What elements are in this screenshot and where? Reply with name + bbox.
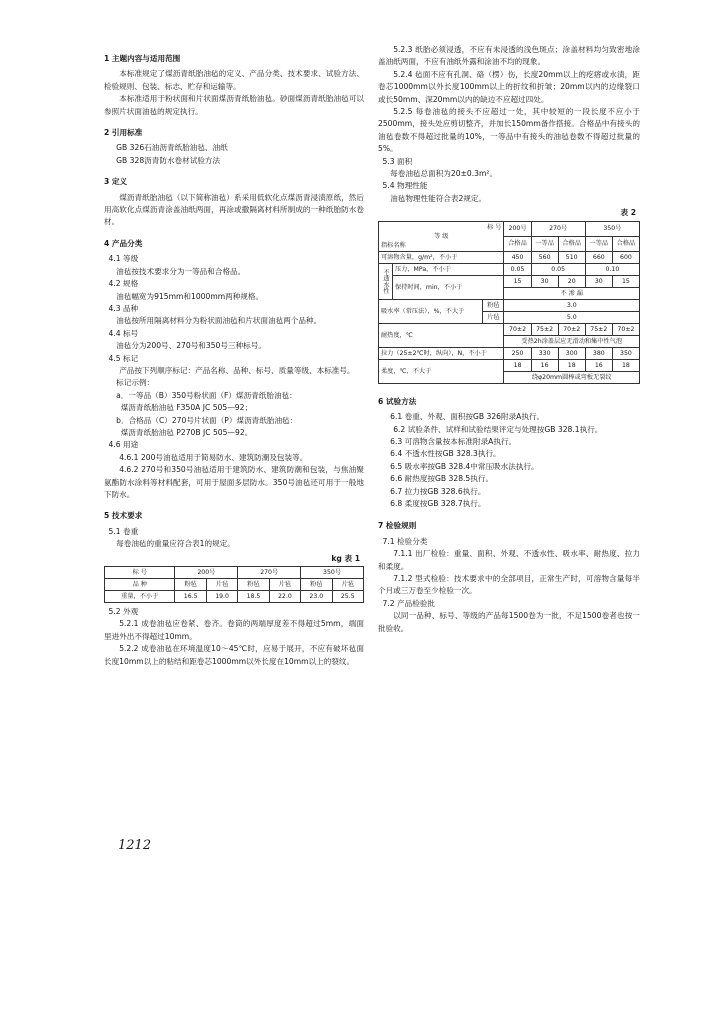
table-cell: 350	[612, 347, 639, 359]
section-5-2-5: 5.2.5 每卷油毡的接头不应超过一处，其中较短的一段长度不应小于2500mm，接头处应剪切整齐，并加长150mm备作搭接。合格品中有接头的油毡卷数不得超过批量的10%，一等品中有接头的油毡卷数不得超过批量的5%。	[378, 107, 640, 154]
section-6-5: 6.5 吸水率按GB 328.4中常压吸水法执行。	[390, 461, 539, 471]
table-2-flex-note: 绕φ20mm圆棒或弯板无裂纹	[504, 371, 640, 383]
section-4-3-text: 油毡按所用隔离材料分为粉状面油毡和片状面油毡两个品种。	[116, 316, 322, 326]
table-2-caption: 表 2	[620, 208, 636, 218]
section-4-1-text: 油毡按技术要求分为一等品和合格品。	[116, 266, 246, 276]
table-2-solubles-label: 可溶物含量，g/m²，不小于	[379, 251, 504, 263]
table-cell: 300	[558, 347, 585, 359]
section-6-4: 6.4 不透水性按GB 328.3执行。	[390, 449, 501, 459]
section-7-2-text: 以同一品种、标号、等级的产品每1500卷为一批，不足1500卷者也按一批验收。	[378, 611, 640, 633]
section-4-2-text: 油毡幅宽为915mm和1000mm两种规格。	[116, 291, 264, 301]
section-4-5-text: 产品按下列顺序标记：产品名称、品种、标号、质量等级、本标准号。	[119, 365, 355, 375]
table-cell: 75±2	[585, 323, 612, 335]
table-cell: 23.0	[301, 591, 332, 603]
table-cell: 合格品	[612, 236, 639, 251]
section-4-2: 4.2 规格	[108, 279, 139, 289]
table-cell: 一等品	[585, 236, 612, 251]
table-cell: 19.0	[206, 591, 237, 603]
section-6-1: 6.1 卷重、外观、面积按GB 326附录A执行。	[390, 412, 545, 422]
section-5-title: 5 技术要求	[104, 511, 143, 521]
table-cell: 0.05	[504, 263, 531, 275]
section-5-1: 5.1 卷重	[108, 526, 139, 536]
reference-gb328: GB 328沥青防水卷材试验方法	[116, 155, 221, 165]
table-1-header-270: 270号	[238, 567, 301, 579]
table-cell: 15	[504, 275, 531, 287]
section-4-6: 4.6 用途	[108, 440, 139, 450]
section-7-1-1: 7.1.1 出厂检验：重量、面积、外观、不透水性、吸水率、耐热度、拉力和柔度。	[378, 549, 640, 571]
table-cell: 30	[531, 275, 558, 287]
table-cell: 合格品	[504, 236, 531, 251]
table-cell: 片毡	[206, 579, 237, 591]
table-1-variety-label: 品 种	[105, 579, 175, 591]
reference-gb326: GB 326石油沥青纸胎油毡、油纸	[116, 143, 228, 153]
table-cell: 70±2	[612, 323, 639, 335]
section-5-3: 5.3 面积	[382, 156, 413, 166]
section-4-4-text: 油毡分为200号、270号和350号三种标号。	[116, 341, 266, 351]
section-4-5: 4.5 标记	[108, 353, 139, 363]
section-4-title: 4 产品分类	[104, 238, 143, 248]
table-1-header-200: 200号	[175, 567, 238, 579]
section-1-para-2: 本标准适用于粉状面和片状面煤沥青纸胎油毡。砂面煤沥青纸胎油毡可以参照片状面油毡的规定执行。	[104, 94, 364, 116]
table-2-header-270: 270号	[531, 221, 585, 236]
table-cell: 粉毡	[301, 579, 332, 591]
section-5-2-2: 5.2.2 成卷油毡在环境温度10～45℃时，应易于展开，不应有破坏毡面长度10mm以上的粘结和距卷芯1000mm以外长度在10mm以上的裂纹。	[104, 644, 364, 666]
left-column	[104, 44, 364, 668]
table-cell: 18.5	[238, 591, 269, 603]
table-cell: 22.0	[269, 591, 300, 603]
table-2-header-zhibiao: 指标名称	[381, 241, 406, 249]
table-2-pressure-label: 压力，MPa，不小于	[393, 263, 504, 275]
section-6-8: 6.8 柔度按GB 328.7执行。	[390, 498, 486, 508]
section-6-title: 6 试验方法	[378, 396, 417, 406]
marking-example-a-code: 煤沥青纸胎油毡 F350A JC 505—92；	[120, 403, 253, 413]
table-cell: 3.0	[504, 299, 640, 311]
table-cell: 30	[585, 275, 612, 287]
section-6-3: 6.3 可溶物含量按本标准附录A执行。	[390, 436, 517, 446]
table-2-heat-label: 耐热度，℃	[379, 323, 504, 347]
table-cell: 一等品	[531, 236, 558, 251]
table-2	[378, 221, 640, 384]
table-cell: 75±2	[531, 323, 558, 335]
table-2-header-200: 200号	[504, 221, 531, 236]
table-cell: 70±2	[504, 323, 531, 335]
page-number: 1212	[118, 838, 152, 853]
table-cell: 16.5	[175, 591, 206, 603]
table-cell: 片毡	[269, 579, 300, 591]
table-cell: 5.0	[504, 311, 640, 323]
marking-example-a: a．一等品（B）350号粉状面（F）煤沥青纸胎油毡：	[116, 390, 297, 400]
table-2-absorption-label: 吸水率（常压法），%，不大于	[379, 299, 483, 323]
section-7-2: 7.2 产品检验批	[382, 598, 436, 608]
table-cell: 510	[558, 251, 585, 263]
section-1-title: 1 主题内容与适用范围	[104, 54, 181, 63]
section-4-6-2: 4.6.2 270号和350号油毡适用于建筑防水、建筑防潮和包装，与焦油聚氨酯防水涂料等材料配套，可用于屋面多层防水。350号油毡还可用于一般地下防水。	[104, 465, 364, 499]
section-5-2-1: 5.2.1 成卷油毡应卷紧、卷齐。卷筒的两端厚度差不得超过5mm，端面里进外出不得超过10mm。	[104, 619, 364, 641]
section-3-title: 3 定义	[104, 177, 128, 187]
table-2-corner	[379, 221, 504, 251]
section-4-6-1: 4.6.1 200号油毡适用于简易防水、建筑防潮及包装等。	[119, 452, 308, 462]
section-4-1: 4.1 等级	[108, 254, 139, 264]
table-cell: 450	[504, 251, 531, 263]
table-2-header-dengji: 等 级	[434, 232, 449, 240]
table-cell: 20	[558, 275, 585, 287]
section-1-para-1: 本标准规定了煤沥青纸胎油毡的定义、产品分类、技术要求、试验方法、检验规则、包装、标志、贮存和运输等。	[104, 69, 364, 91]
section-5-4: 5.4 物理性能	[382, 181, 428, 191]
table-1-caption: kg 表 1	[331, 553, 360, 563]
table-cell: 合格品	[558, 236, 585, 251]
table-2-header-biaohao: 标 号	[487, 223, 502, 231]
table-cell: 16	[585, 359, 612, 371]
section-4-3: 4.3 品种	[108, 303, 139, 313]
section-5-2: 5.2 外观	[108, 607, 139, 617]
section-5-4-text: 油毡物理性能符合表2规定。	[390, 193, 487, 203]
section-6-6: 6.6 耐热度按GB 328.5执行。	[390, 474, 494, 484]
table-cell: 18	[504, 359, 531, 371]
table-cell: 粉毡	[483, 299, 504, 311]
section-2-title: 2 引用标准	[104, 128, 143, 138]
table-1-header-label: 标 号	[105, 567, 175, 579]
table-cell: 15	[612, 275, 639, 287]
section-5-1-text: 每卷油毡的重量应符合表1的规定。	[116, 539, 235, 549]
table-cell: 70±2	[558, 323, 585, 335]
table-1-weight-label: 重量，不小于	[105, 591, 175, 603]
table-cell: 粉毡	[175, 579, 206, 591]
section-5-2-3: 5.2.3 纸胎必须浸透，不应有未浸透的浅色斑点；涂盖材料均匀致密地涂盖油纸两面，不应有油纸外露和涂油不均的现象。	[378, 45, 640, 67]
table-1	[104, 566, 364, 603]
section-6-2: 6.2 试验条件、试样和试验结果评定与处理按GB 328.1执行。	[393, 424, 603, 434]
table-cell: 16	[531, 359, 558, 371]
table-cell: 片毡	[483, 311, 504, 323]
section-6-7: 6.7 拉力按GB 328.6执行。	[390, 486, 486, 496]
section-5-2-4: 5.2.4 毡面不应有孔洞、硌（楞）伤，长度20mm以上的疙瘩或水渍，距卷芯1000mm以外长度100mm以上的折纹和折皱；20mm以内的边缘裂口或长50mm、深20mm以内的缺边不应超过四处。	[378, 69, 640, 104]
table-2-header-350: 350号	[585, 221, 639, 236]
section-3-para: 煤沥青纸胎油毡（以下简称油毡）系采用低软化点煤沥青浸渍原纸，然后用高软化点煤沥青涂盖油纸两面，再涂或撒隔离材料所制成的一种纸胎防水卷材。	[104, 192, 364, 227]
table-cell: 18	[558, 359, 585, 371]
section-7-1-2: 7.1.2 型式检验：技术要求中的全部项目，正常生产时，可溶物含量每半个月或三万卷至少检验一次。	[378, 573, 640, 596]
table-cell: 粉毡	[238, 579, 269, 591]
right-column	[378, 44, 640, 635]
section-7-1: 7.1 检验分类	[382, 536, 428, 546]
table-cell: 18	[612, 359, 639, 371]
table-cell: 片毡	[332, 579, 364, 591]
section-5-3-text: 每卷油毡总面积为20±0.3m²。	[390, 169, 498, 179]
table-cell: 0.10	[585, 263, 639, 275]
table-cell: 0.05	[531, 263, 585, 275]
table-2-holdtime-label: 保持时间，min，不小于	[393, 275, 504, 299]
marking-example-label: 标记示例：	[116, 378, 155, 388]
table-cell: 560	[531, 251, 558, 263]
table-2-no-leak: 不 渗 漏	[504, 287, 640, 299]
table-cell: 600	[612, 251, 639, 263]
table-2-flex-label: 柔度，℃，不大于	[379, 359, 504, 383]
table-2-heat-note: 受热2h涂盖层应无滑动和集中性气泡	[504, 335, 640, 347]
table-1-header-350: 350号	[301, 567, 364, 579]
table-cell: 330	[531, 347, 558, 359]
table-cell: 660	[585, 251, 612, 263]
marking-example-b-code: 煤沥青纸胎油毡 P270B JC 505—92。	[120, 427, 253, 437]
section-4-4: 4.4 标号	[108, 328, 139, 338]
table-cell: 250	[504, 347, 531, 359]
table-cell: 25.5	[332, 591, 364, 603]
table-cell: 380	[585, 347, 612, 359]
table-2-impermeability-label: 不透水性	[379, 263, 393, 299]
table-2-tensile-label: 拉力（25±2℃时，纵向），N，不小于	[379, 347, 504, 359]
marking-example-b: b．合格品（C）270号片状面（P）煤沥青纸胎油毡：	[116, 415, 298, 425]
section-7-title: 7 检验规则	[378, 521, 417, 531]
